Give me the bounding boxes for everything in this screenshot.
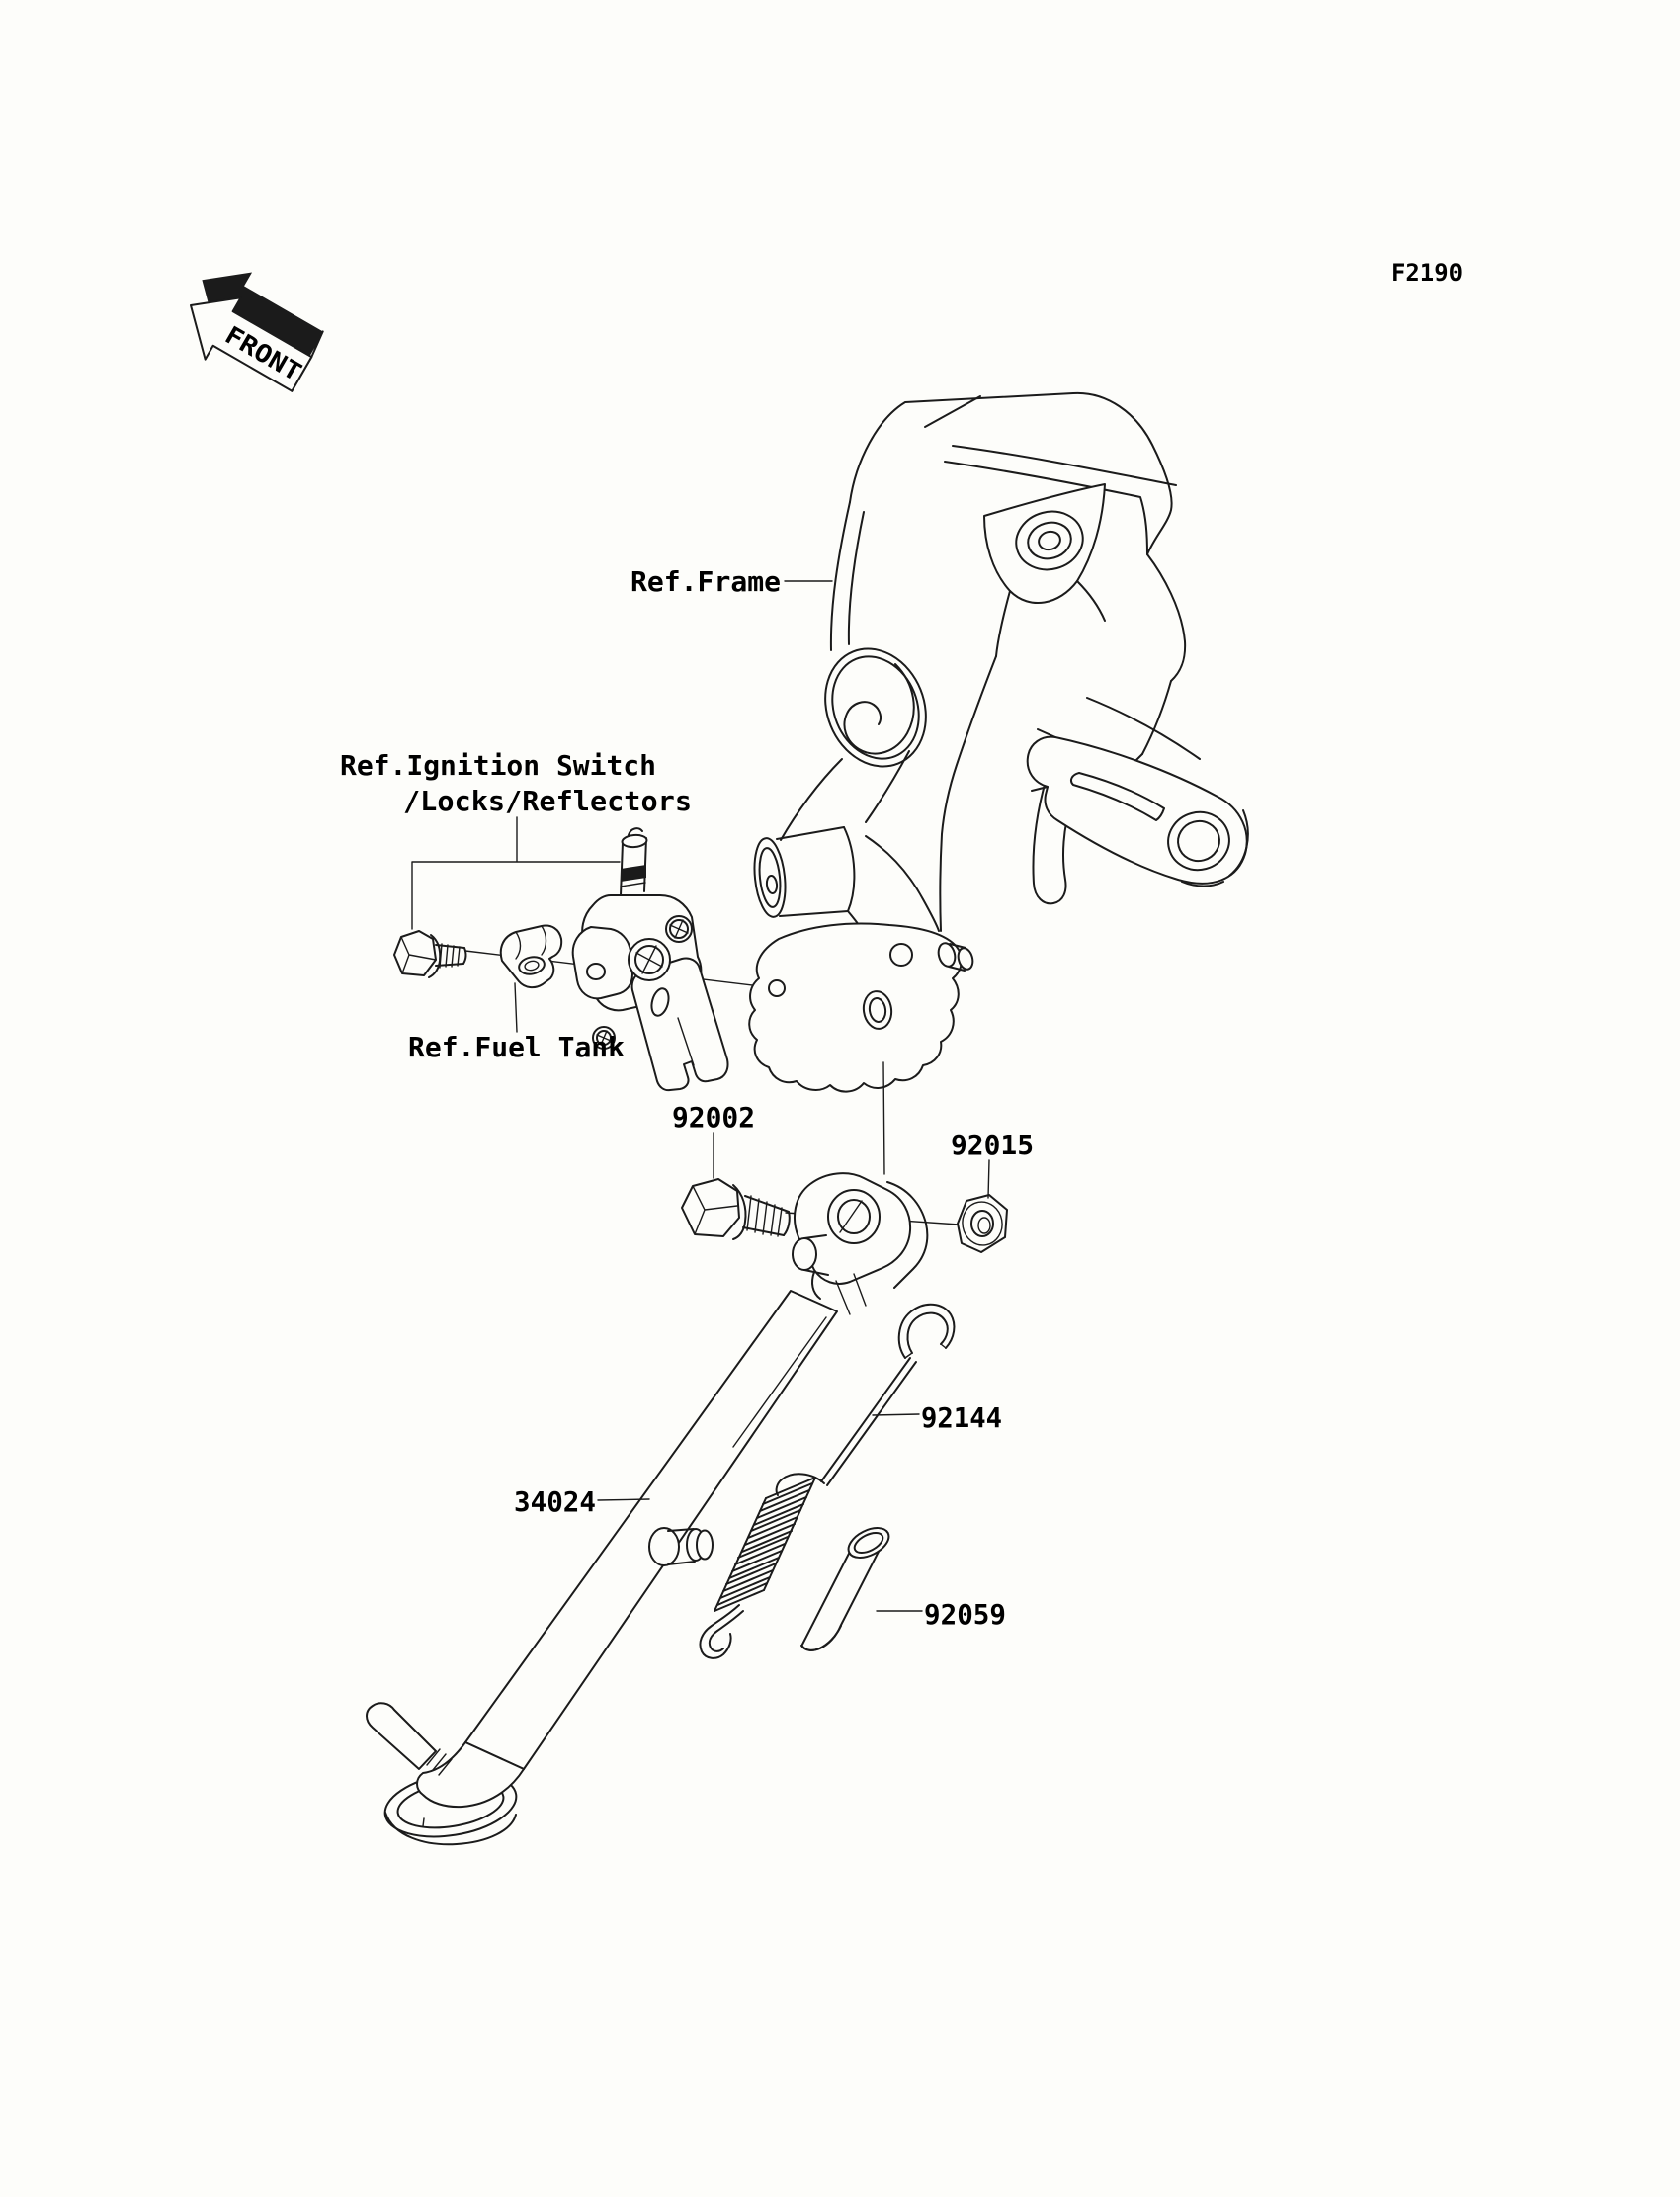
bolt-92002-drawing <box>682 1179 790 1239</box>
fuel-tank-clamp-drawing <box>501 926 561 988</box>
part-number-label-92144: 92144 <box>921 1401 1002 1434</box>
front-direction-arrow <box>168 253 333 405</box>
frame-to-clevis-line <box>883 1062 884 1174</box>
bolt-92002-head <box>682 1179 739 1236</box>
part-number-label-92059: 92059 <box>924 1598 1006 1631</box>
ref-fuel-tank-label: Ref.Fuel Tank <box>408 1031 626 1063</box>
part-number-label-34024: 34024 <box>514 1485 596 1518</box>
stand-spring-post <box>649 1528 679 1565</box>
stand-clevis-drawing <box>793 1173 927 1314</box>
collar-92059-drawing <box>801 1522 893 1650</box>
spring-coils <box>714 1478 815 1611</box>
figure-code-label: F2190 <box>1391 259 1463 287</box>
fuel-tank-bolt-drawing <box>394 931 465 977</box>
front-arrow-label: FRONT <box>219 320 299 382</box>
part-number-label-92015: 92015 <box>951 1129 1034 1161</box>
fuel-tank-bolt-head <box>394 931 436 975</box>
frame-stand-mount-plate <box>749 924 962 1092</box>
frame-drawing <box>749 393 1248 1092</box>
stand-foot-peg <box>367 1703 436 1769</box>
ref-ignition-switch-label-line2: /Locks/Reflectors <box>403 785 692 817</box>
nut-92015-drawing <box>958 1195 1007 1252</box>
ref-ignition-switch-label-line1: Ref.Ignition Switch <box>340 749 656 782</box>
ref-frame-label: Ref.Frame <box>630 565 781 598</box>
part-number-label-92002: 92002 <box>672 1101 755 1134</box>
